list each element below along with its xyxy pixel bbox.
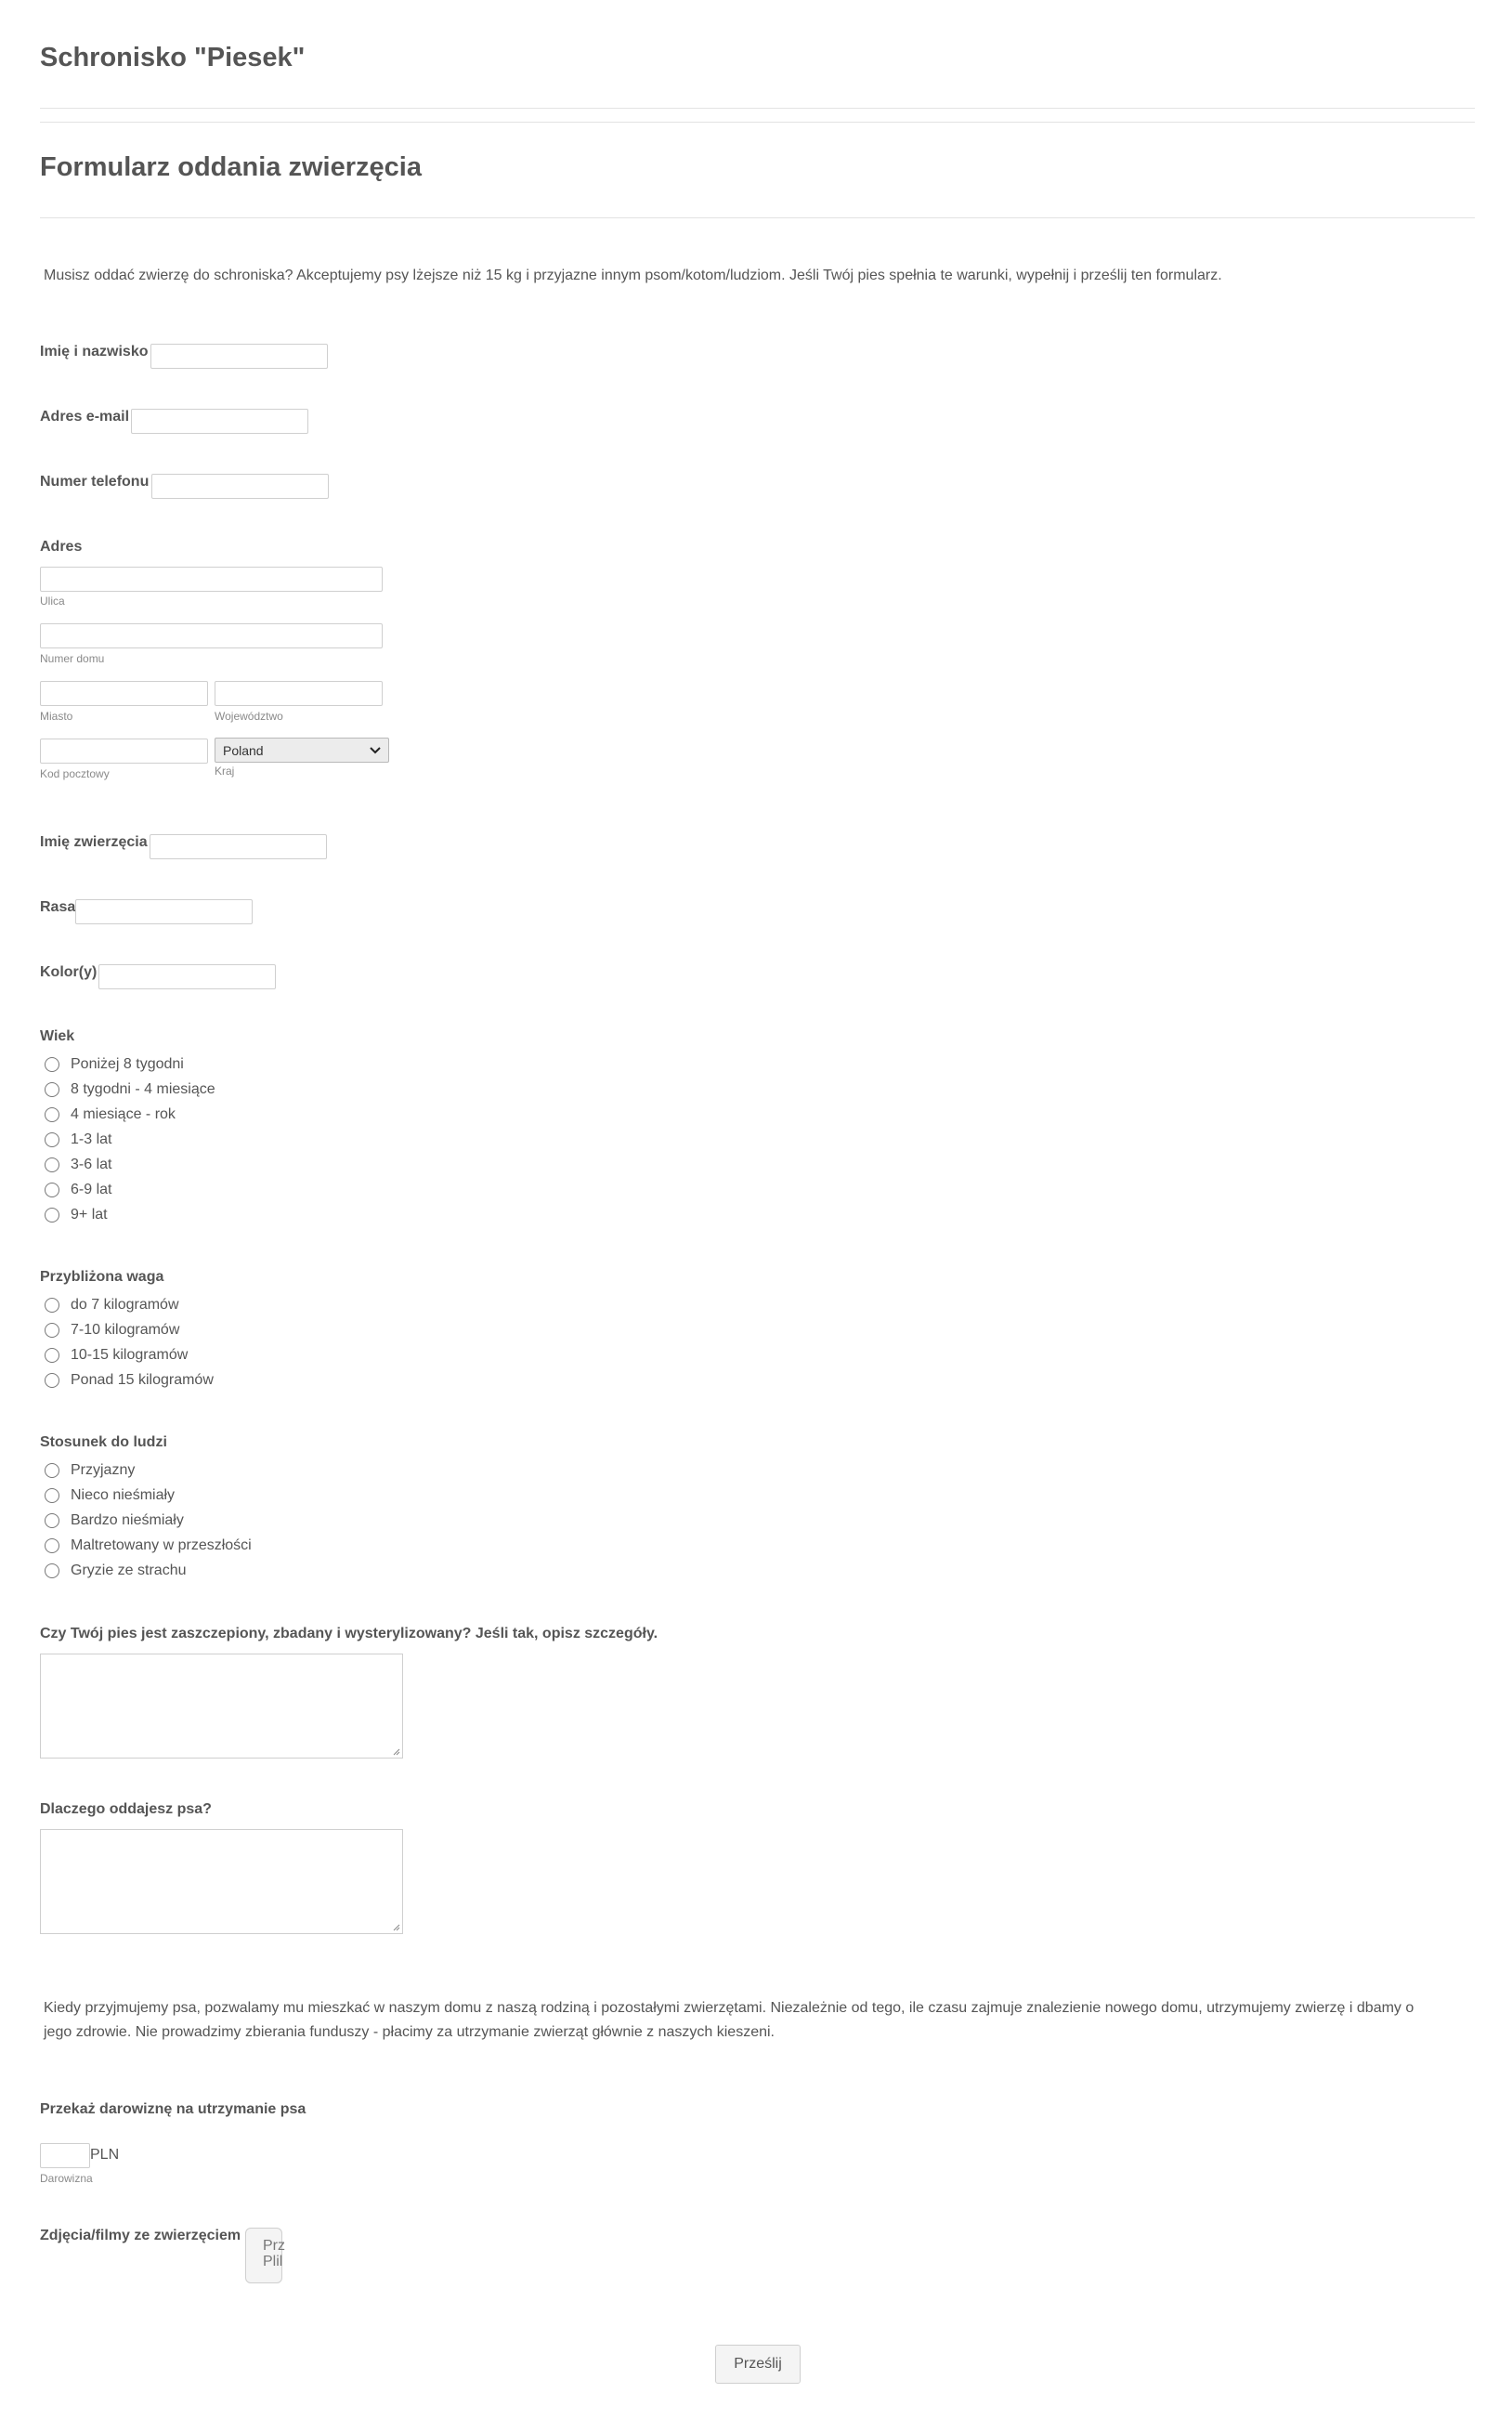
pet-name-input[interactable]: [150, 834, 327, 859]
form-intro: Musisz oddać zwierzę do schroniska? Akceptujemy psy lżejsze niż 15 kg i przyjazne innym psom/kotom/ludziom. Jeśli Twój pies spełnia te warunki, wypełnij i prześlij ten formularz.: [44, 268, 1222, 283]
radio-button[interactable]: [45, 1373, 59, 1388]
full-name-input[interactable]: [150, 344, 328, 369]
radio-button[interactable]: [45, 1132, 59, 1147]
radio-button[interactable]: [45, 1323, 59, 1338]
weight-option[interactable]: 10-15 kilogramów: [45, 1344, 188, 1366]
breed-input[interactable]: [75, 899, 253, 924]
colors-input[interactable]: [98, 964, 276, 989]
full-name-label: Imię i nazwisko: [40, 344, 149, 360]
people-option[interactable]: Przyjazny: [45, 1459, 135, 1482]
radio-button[interactable]: [45, 1157, 59, 1172]
age-label: Wiek: [40, 1028, 75, 1044]
city-input[interactable]: [40, 681, 208, 706]
divider: [40, 108, 1475, 109]
radio-button[interactable]: [45, 1488, 59, 1503]
radio-button[interactable]: [45, 1057, 59, 1072]
weight-option[interactable]: 7-10 kilogramów: [45, 1319, 179, 1341]
radio-button[interactable]: [45, 1513, 59, 1528]
submit-button[interactable]: Prześlij: [715, 2345, 801, 2384]
postal-code-sublabel: Kod pocztowy: [40, 767, 110, 780]
info-text-line-1: Kiedy przyjmujemy psa, pozwalamy mu mieszkać w naszym domu z naszą rodziną i pozostałymi zwierzętami. Niezależnie od tego, ile czasu zajmuje znalezienie nowego domu, utrzymujemy zwierzę i dbamy o: [44, 2000, 1414, 2016]
people-label: Stosunek do ludzi: [40, 1434, 167, 1450]
email-label: Adres e-mail: [40, 409, 130, 425]
radio-button[interactable]: [45, 1208, 59, 1223]
vaccinated-label: Czy Twój pies jest zaszczepiony, zbadany i wysterylizowany? Jeśli tak, opisz szczegóły.: [40, 1626, 658, 1641]
age-option[interactable]: 6-9 lat: [45, 1179, 111, 1201]
age-option[interactable]: Poniżej 8 tygodni: [45, 1053, 184, 1076]
country-sublabel: Kraj: [215, 765, 235, 778]
phone-input[interactable]: [151, 474, 329, 499]
age-option[interactable]: 1-3 lat: [45, 1129, 111, 1151]
people-option[interactable]: Gryzie ze strachu: [45, 1560, 186, 1582]
radio-button[interactable]: [45, 1463, 59, 1478]
address-label: Adres: [40, 539, 83, 555]
email-input[interactable]: [131, 409, 308, 434]
pet-name-label: Imię zwierzęcia: [40, 834, 148, 850]
breed-label: Rasa: [40, 899, 76, 915]
radio-button[interactable]: [45, 1082, 59, 1097]
donation-input[interactable]: [40, 2143, 90, 2168]
age-option[interactable]: 9+ lat: [45, 1204, 108, 1226]
radio-button[interactable]: [45, 1348, 59, 1363]
file-upload-button[interactable]: [245, 2228, 285, 2283]
street-input[interactable]: [40, 567, 383, 592]
upload-label: Zdjęcia/filmy ze zwierzęciem: [40, 2228, 241, 2243]
people-option[interactable]: Maltretowany w przeszłości: [45, 1535, 252, 1557]
weight-label: Przybliżona waga: [40, 1269, 164, 1285]
vaccinated-textarea[interactable]: [40, 1654, 403, 1759]
weight-option[interactable]: do 7 kilogramów: [45, 1294, 179, 1316]
phone-label: Numer telefonu: [40, 474, 150, 490]
house-number-input[interactable]: [40, 623, 383, 648]
info-text-line-2: jego zdrowie. Nie prowadzimy zbierania funduszy - płacimy za utrzymanie zwierząt głównie z naszych kieszeni.: [44, 2024, 775, 2040]
country-select[interactable]: [215, 738, 389, 763]
radio-button[interactable]: [45, 1298, 59, 1313]
colors-label: Kolor(y): [40, 964, 98, 980]
upload-button-text: Plil: [263, 2254, 283, 2269]
postal-code-input[interactable]: [40, 739, 208, 764]
age-option[interactable]: 4 miesiące - rok: [45, 1104, 176, 1126]
region-sublabel: Województwo: [215, 710, 283, 723]
radio-button[interactable]: [45, 1107, 59, 1122]
age-option[interactable]: 8 tygodni - 4 miesiące: [45, 1079, 215, 1101]
divider: [40, 217, 1475, 218]
street-sublabel: Ulica: [40, 595, 65, 608]
region-input[interactable]: [215, 681, 383, 706]
house-number-sublabel: Numer domu: [40, 652, 105, 665]
upload-button-text: Prz: [263, 2238, 285, 2254]
donation-sublabel: Darowizna: [40, 2172, 93, 2185]
radio-button[interactable]: [45, 1563, 59, 1578]
people-option[interactable]: Bardzo nieśmiały: [45, 1510, 184, 1532]
weight-option[interactable]: Ponad 15 kilogramów: [45, 1369, 214, 1392]
divider: [40, 122, 1475, 123]
resize-grip-icon[interactable]: [391, 1922, 400, 1931]
donation-label: Przekaż darowiznę na utrzymanie psa: [40, 2101, 306, 2117]
currency-label: PLN: [90, 2147, 120, 2163]
form-title: Formularz oddania zwierzęcia: [40, 152, 422, 182]
country-select-value: Poland: [223, 742, 264, 758]
chevron-down-icon: [370, 747, 381, 754]
reason-textarea[interactable]: [40, 1829, 403, 1934]
site-title: Schronisko "Piesek": [40, 43, 306, 72]
city-sublabel: Miasto: [40, 710, 73, 723]
radio-button[interactable]: [45, 1538, 59, 1553]
radio-button[interactable]: [45, 1183, 59, 1197]
resize-grip-icon[interactable]: [391, 1746, 400, 1756]
age-option[interactable]: 3-6 lat: [45, 1154, 111, 1176]
reason-label: Dlaczego oddajesz psa?: [40, 1801, 212, 1817]
people-option[interactable]: Nieco nieśmiały: [45, 1484, 175, 1507]
